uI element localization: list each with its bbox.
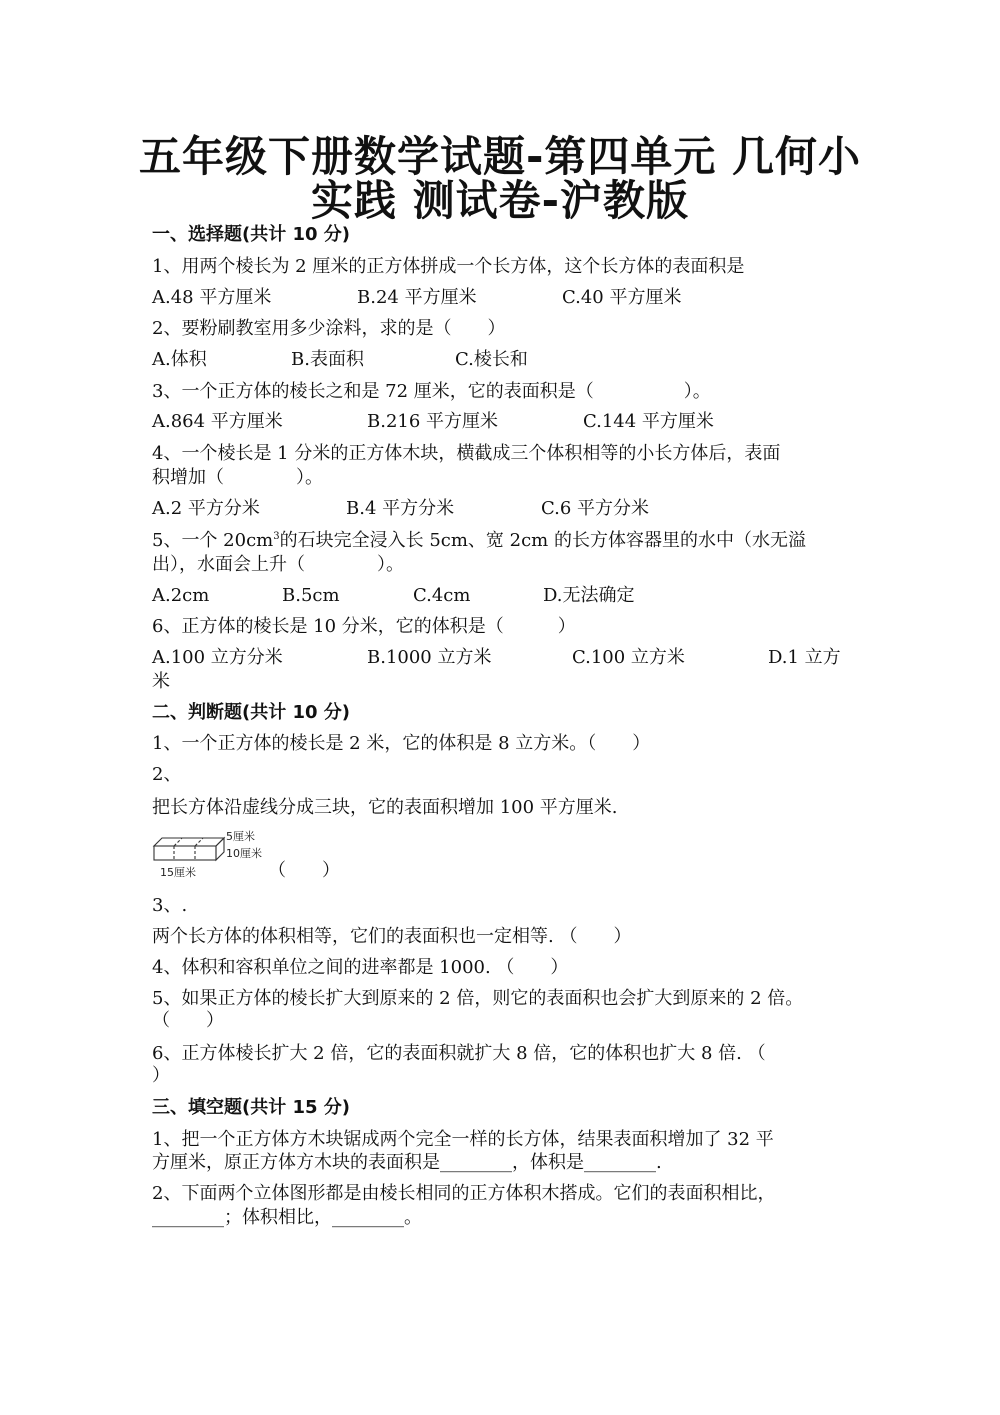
cuboid-top-face [154, 838, 224, 846]
option-b: B.5cm [282, 585, 340, 606]
label-height: 5厘米 [226, 830, 255, 843]
question-text-cont: ________；体积相比，________。 [152, 1207, 422, 1228]
option-c: C.4cm [413, 585, 471, 606]
option-c: C.100 立方米 [572, 647, 685, 668]
option-a: A.48 平方厘米 [152, 287, 272, 308]
option-b: B.4 平方分米 [346, 498, 455, 519]
question-text: 两个长方体的体积相等，它们的表面积也一定相等. （ ） [152, 926, 632, 947]
question-text: 4、一个棱长是 1 分米的正方体木块，横截成三个体积相等的小长方体后，表面 [152, 443, 781, 464]
option-b: B.216 平方厘米 [367, 411, 499, 432]
option-c: C.144 平方厘米 [583, 411, 714, 432]
option-b: B.1000 立方米 [367, 647, 492, 668]
question-text-cont: 出），水面会上升（ ）。 [152, 554, 404, 575]
question-text: 1、用两个棱长为 2 厘米的正方体拼成一个长方体，这个长方体的表面积是 [152, 256, 745, 277]
option-a: A.2 平方分米 [152, 498, 260, 519]
option-c: C.6 平方分米 [541, 498, 650, 519]
question-text: 2、下面两个立体图形都是由棱长相同的正方体积木搭成。它们的表面积相比， [152, 1183, 776, 1204]
page-title-line1: 五年级下册数学试题-第四单元 几何小 [138, 132, 862, 181]
q5-text-start: 5、一个 20cm [152, 530, 274, 551]
option-a: A.864 平方厘米 [152, 411, 283, 432]
question-number: 3、. [152, 895, 188, 916]
option-d-wrap: 米 [152, 671, 170, 692]
q5-text-end: 的石块完全浸入长 5cm、宽 2cm 的长方体容器里的水中（水无溢 [279, 530, 806, 551]
option-a: A.体积 [152, 349, 207, 370]
question-text-cont: 积增加（ ）。 [152, 467, 323, 488]
cuboid-side-face [216, 838, 224, 860]
question-text-cont: ） [152, 1065, 170, 1086]
cuboid-figure [152, 826, 277, 880]
label-width: 10厘米 [226, 847, 262, 860]
option-d: D.1 立方 [768, 647, 841, 668]
section-heading-judge: 二、判断题(共计 10 分) [152, 702, 351, 723]
question-text: 3、一个正方体的棱长之和是 72 厘米，它的表面积是（ ）。 [152, 381, 711, 402]
page-title-line2: 实践 测试卷-沪教版 [310, 176, 690, 225]
cut-lines [174, 838, 203, 860]
question-text: 把长方体沿虚线分成三块，它的表面积增加 100 平方厘米. [152, 797, 618, 818]
question-text: 6、正方体棱长扩大 2 倍，它的表面积就扩大 8 倍，它的体积也扩大 8 倍. （ [152, 1043, 766, 1064]
question-text-cont: （ ） [152, 1010, 224, 1031]
cuboid-front-face [154, 846, 216, 860]
option-b: B.24 平方厘米 [357, 287, 477, 308]
option-a: A.2cm [152, 585, 210, 606]
question-text: 1、一个正方体的棱长是 2 米，它的体积是 8 立方米。（ ） [152, 733, 651, 754]
question-text: 5、如果正方体的棱长扩大到原来的 2 倍，则它的表面积也会扩大到原来的 2 倍。 [152, 988, 804, 1009]
option-c: C.40 平方厘米 [562, 287, 682, 308]
option-a: A.100 立方分米 [152, 647, 283, 668]
label-length: 15厘米 [160, 866, 196, 879]
option-c: C.棱长和 [455, 349, 528, 370]
section-heading-choice: 一、选择题(共计 10 分) [152, 224, 351, 245]
section-heading-fill: 三、填空题(共计 15 分) [152, 1097, 351, 1118]
option-b: B.表面积 [291, 349, 364, 370]
superscript: 3 [273, 531, 280, 542]
option-d: D.无法确定 [543, 585, 635, 606]
question-text: 1、把一个正方体方木块锯成两个完全一样的长方体，结果表面积增加了 32 平 [152, 1129, 774, 1150]
question-text [152, 532, 806, 550]
question-text: 2、要粉刷教室用多少涂料，求的是（ ） [152, 318, 506, 339]
answer-paren: （ ） [268, 860, 340, 881]
question-number: 2、 [152, 764, 182, 785]
question-text-cont: 方厘米，原正方体方木块的表面积是________，体积是________. [152, 1152, 662, 1173]
question-text: 6、正方体的棱长是 10 分米，它的体积是（ ） [152, 616, 576, 637]
question-text: 4、体积和容积单位之间的进率都是 1000. （ ） [152, 957, 569, 978]
